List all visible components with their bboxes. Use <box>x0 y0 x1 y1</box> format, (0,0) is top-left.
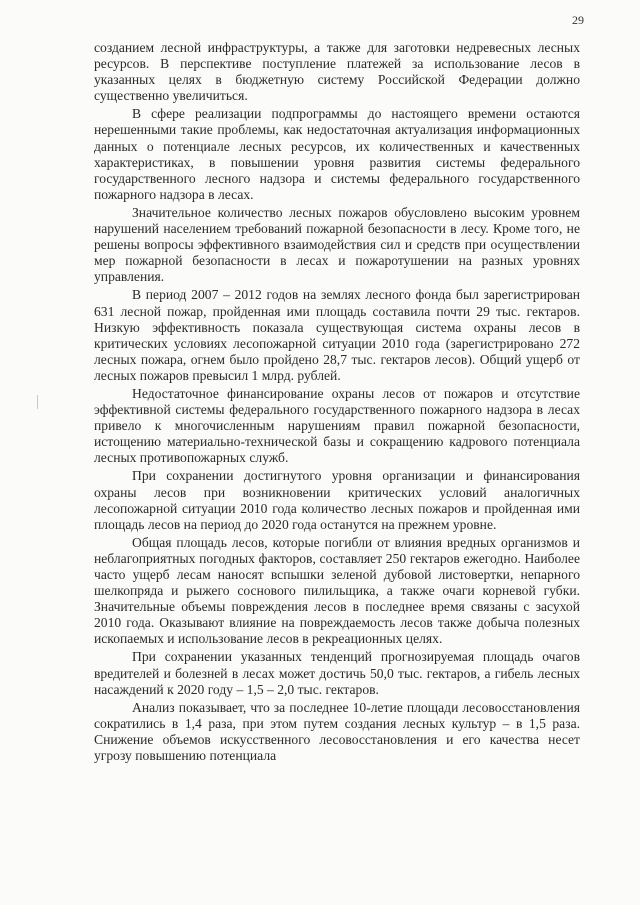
paragraph-2: В сфере реализации подпрограммы до настоящего времени остаются нерешенными такие проблемы, как недостаточная актуализация информационных данных о потенциале лесных ресурсов, их количественных и качественных характеристиках, в повышении уровня развития системы федерального государственного лесного надзора и системы федерального государственного пожарного надзора в лесах. <box>94 106 580 202</box>
paragraph-8: При сохранении указанных тенденций прогнозируемая площадь очагов вредителей и болезней в лесах может достичь 50,0 тыс. гектаров, а гибель лесных насаждений к 2020 году – 1,5 – 2,0 тыс. гектаров. <box>94 649 580 697</box>
paragraph-7: Общая площадь лесов, которые погибли от влияния вредных организмов и неблагоприятных погодных факторов, составляет 250 гектаров ежегодно. Наиболее часто ущерб лесам наносят вспышки зеленой дубовой листовертки, непарного шелкопряда и рыжего соснового пилильщика, а также очаги корневой губки. Значительные объемы повреждения лесов в последнее время связаны с засухой 2010 года. Оказывают влияние на повреждаемость лесов также добыча полезных ископаемых и использование лесов в рекреационных целях. <box>94 534 580 647</box>
body-text <box>94 40 580 766</box>
paragraph-5: Недостаточное финансирование охраны лесов от пожаров и отсутствие эффективной системы федерального государственного пожарного надзора в лесах привело к многочисленным нарушениям правил пожарной безопасности, истощению материально-технической базы и сокращению кадрового потенциала лесных противопожарных служб. <box>94 385 580 466</box>
paragraph-9: Анализ показывает, что за последнее 10-летие площади лесовосстановления сократились в 1,4 раза, при этом путем создания лесных культур – в 1,5 раза. Снижение объемов искусственного лесовосстановления и его качества несет угрозу повышению потенциала <box>94 699 580 764</box>
paragraph-4: В период 2007 – 2012 годов на землях лесного фонда был зарегистрирован 631 лесной пожар, пройденная ими площадь составила почти 29 тыс. гектаров. Низкую эффективность показала существующая система охраны лесов в критических условиях лесопожарной ситуации 2010 года (зарегистрировано 272 лесных пожара, огнем было пройдено 28,7 тыс. гектаров лесов). Общий ущерб от лесных пожаров превысил 1 млрд. рублей. <box>94 287 580 383</box>
margin-scan-mark <box>37 395 38 409</box>
page-number: 29 <box>572 13 584 27</box>
paragraph-6: При сохранении достигнутого уровня организации и финансирования охраны лесов при возникновении критических условий аналогичных лесопожарной ситуации 2010 года количество лесных пожаров и пройденная ими площадь лесов на период до 2020 года останутся на прежнем уровне. <box>94 468 580 532</box>
paragraph-1: созданием лесной инфраструктуры, а также для заготовки недревесных лесных ресурсов. В перспективе поступление платежей за использование лесов в указанных целях в бюджетную систему Российской Федерации должно существенно увеличиться. <box>94 40 580 104</box>
paragraph-3: Значительное количество лесных пожаров обусловлено высоким уровнем нарушений населением требований пожарной безопасности в лесу. Кроме того, не решены вопросы эффективного взаимодействия сил и средств при осуществлении мер пожарной безопасности в лесах и пожаротушении на разных уровнях управления. <box>94 204 580 285</box>
